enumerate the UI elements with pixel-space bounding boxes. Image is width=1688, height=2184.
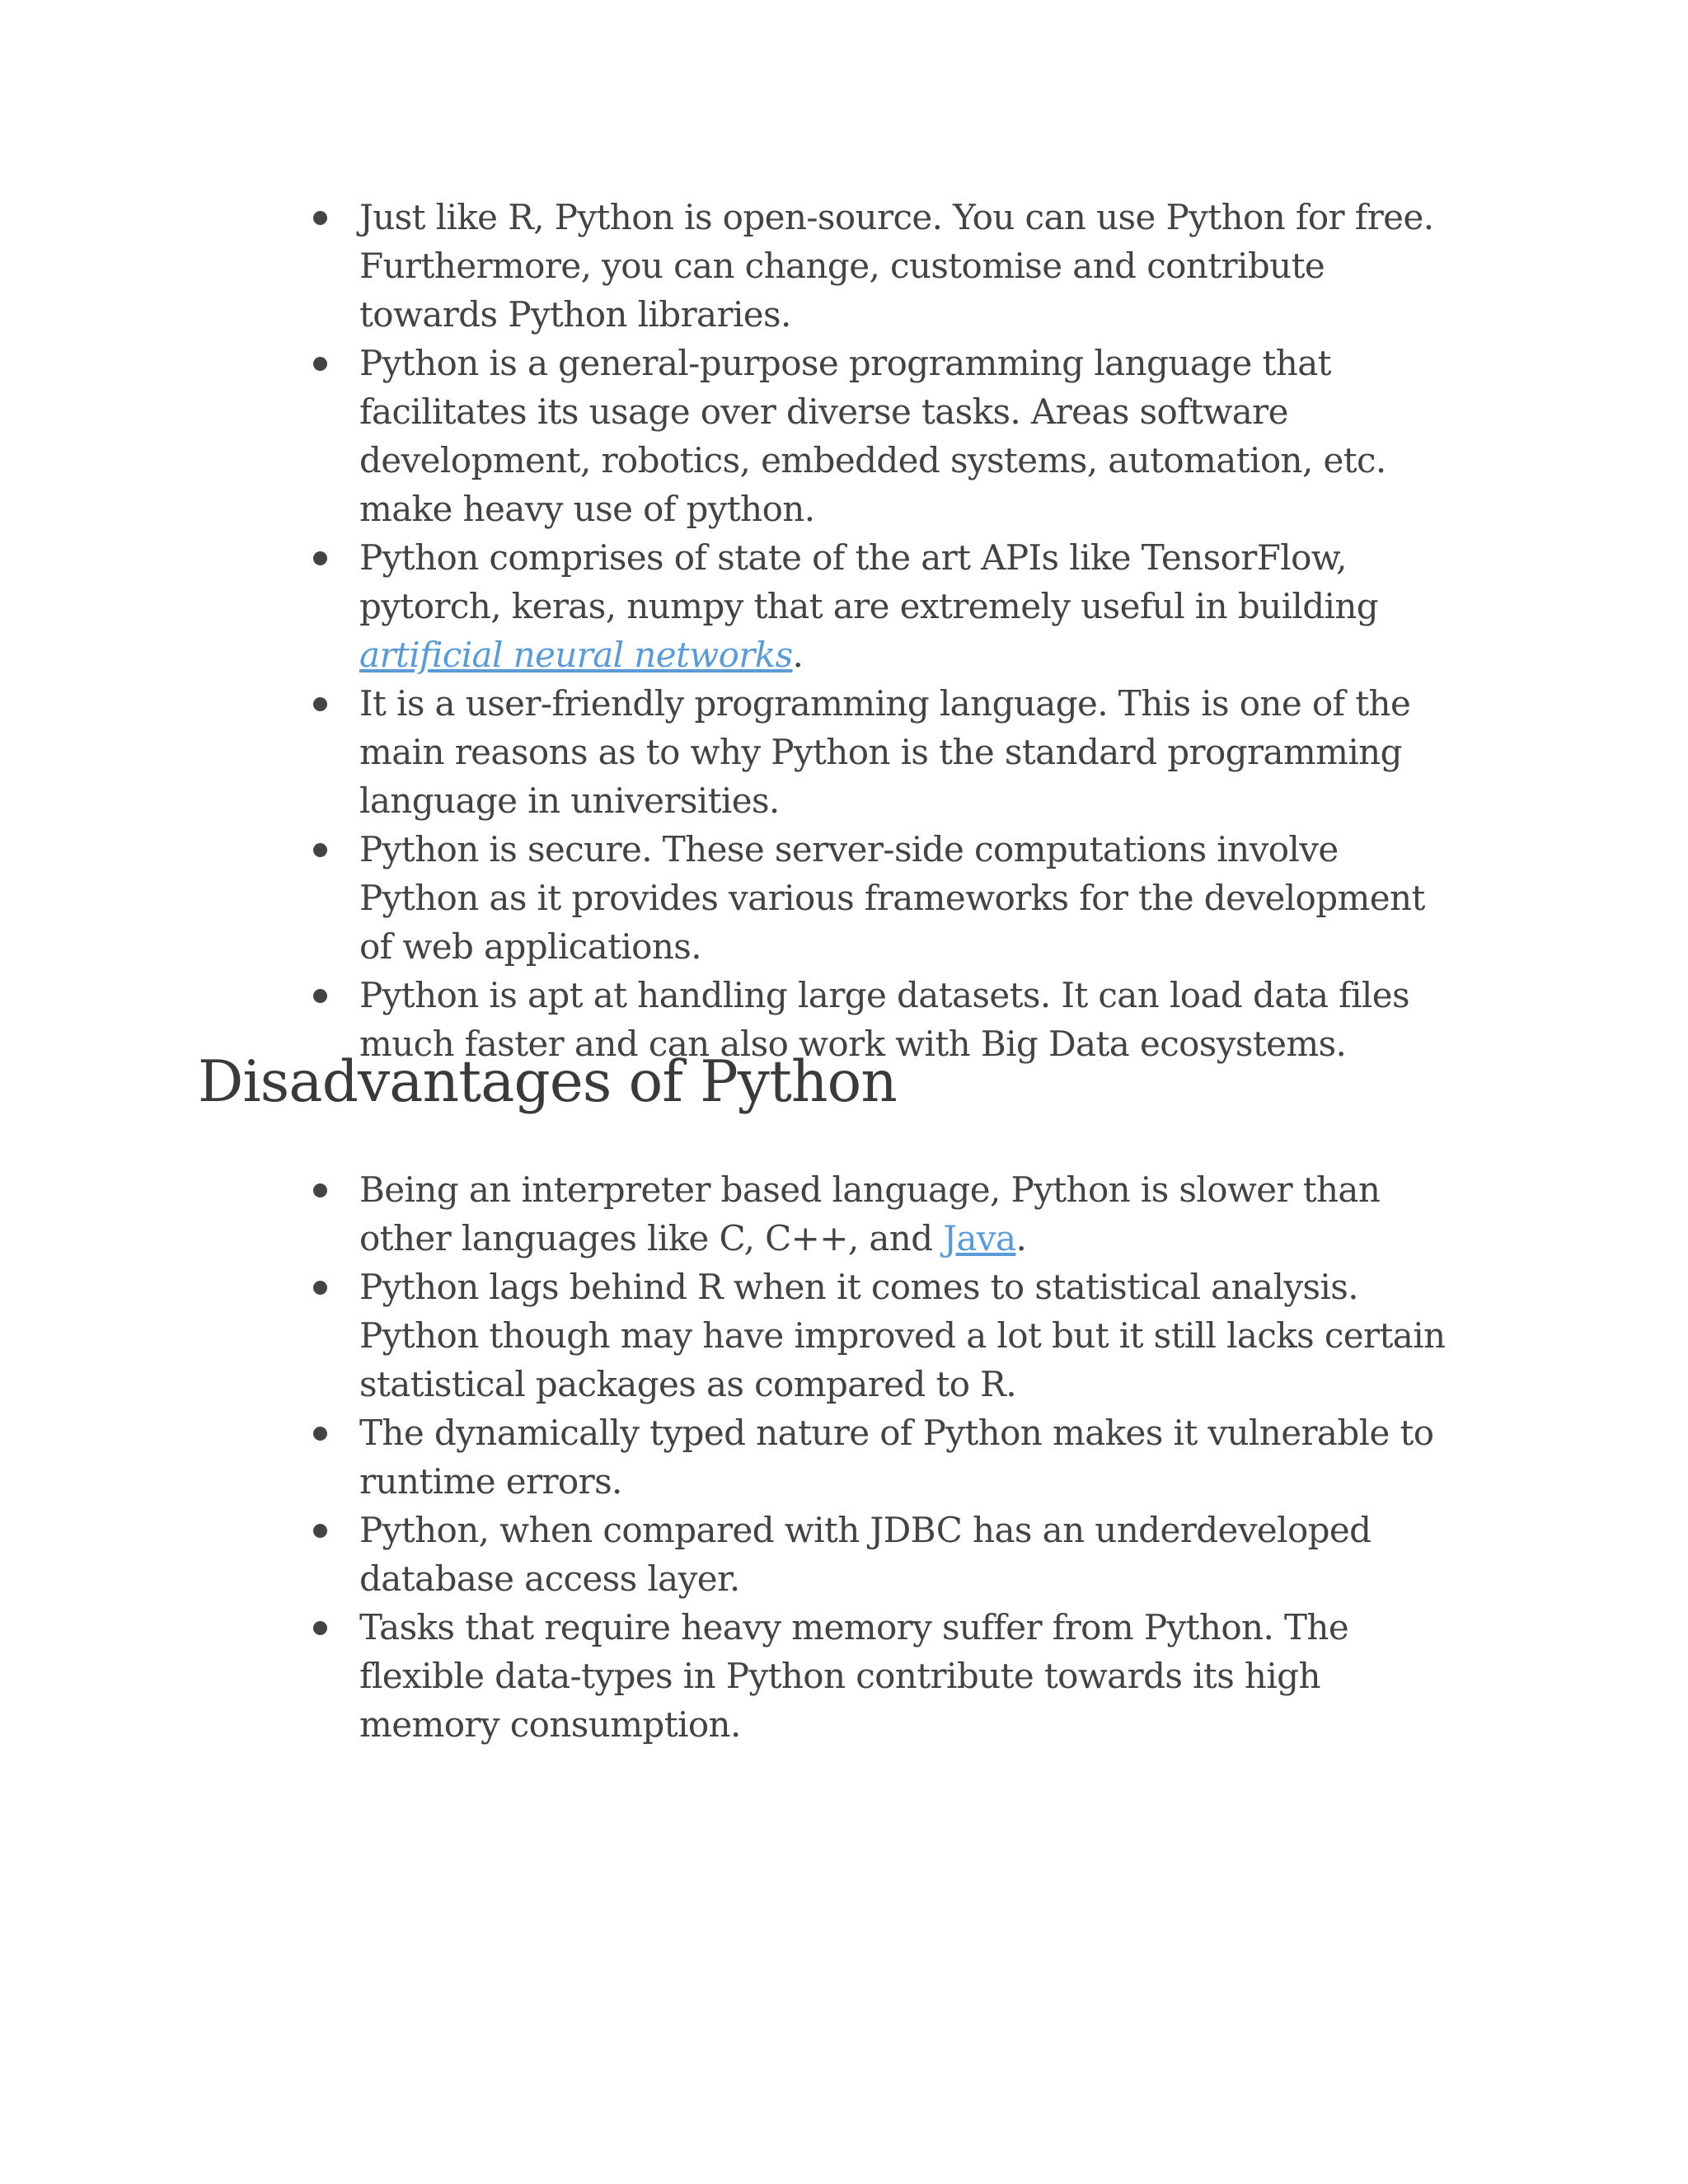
- list-item-text-end: .: [792, 635, 804, 675]
- list-item-text: The dynamically typed nature of Python makes it vulnerable to runtime errors.: [359, 1413, 1434, 1502]
- list-item: [313, 1506, 1467, 1603]
- list-item-text: Tasks that require heavy memory suffer from Python. The flexible data-types in Python contribute towards its high memory consumption.: [359, 1607, 1349, 1745]
- list-item: [313, 679, 1467, 825]
- list-item: [313, 533, 1467, 679]
- list-item: [313, 825, 1467, 971]
- bullet-icon: [313, 1621, 327, 1635]
- list-item-text: Python is apt at handling large datasets. It can load data files much faster and can also work with Big Data ecosystems.: [359, 975, 1409, 1064]
- list-item: [313, 193, 1467, 339]
- list-item-text: It is a user-friendly programming language. This is one of the main reasons as to why Python is the standard programming language in universities.: [359, 683, 1411, 821]
- list-item: [313, 1165, 1467, 1263]
- list-item: [313, 1263, 1467, 1408]
- section-heading: Disadvantages of Python: [198, 1049, 898, 1115]
- bullet-icon: [313, 357, 327, 371]
- bullet-icon: [313, 551, 327, 565]
- bullet-icon: [313, 697, 327, 711]
- list-item-text: Python comprises of state of the art APIs like TensorFlow, pytorch, keras, numpy that are extremely useful in building: [359, 537, 1379, 626]
- disadvantages-list: [313, 1165, 1467, 1749]
- advantages-list: [313, 193, 1467, 1068]
- bullet-icon: [313, 1183, 327, 1197]
- list-item-text: Python lags behind R when it comes to statistical analysis. Python though may have improved a lot but it still lacks certain statistical packages as compared to R.: [359, 1267, 1446, 1404]
- list-item: [313, 339, 1467, 533]
- list-item-text: Python is secure. These server-side computations involve Python as it provides various frameworks for the development of web applications.: [359, 829, 1425, 967]
- bullet-icon: [313, 211, 327, 225]
- java-link[interactable]: Java: [943, 1218, 1016, 1258]
- artificial-neural-networks-link[interactable]: artificial neural networks: [359, 635, 793, 675]
- list-item-text: Python, when compared with JDBC has an underdeveloped database access layer.: [359, 1510, 1372, 1599]
- list-item: [313, 1603, 1467, 1749]
- bullet-icon: [313, 1427, 327, 1441]
- bullet-icon: [313, 1281, 327, 1295]
- list-item-text-end: .: [1015, 1218, 1027, 1258]
- list-item: [313, 1408, 1467, 1506]
- list-item-text: Just like R, Python is open-source. You can use Python for free. Furthermore, you can change, customise and contribute towards Python libraries.: [359, 197, 1434, 335]
- bullet-icon: [313, 989, 327, 1003]
- bullet-icon: [313, 1524, 327, 1538]
- list-item-text: Being an interpreter based language, Python is slower than other languages like C, C++, and: [359, 1169, 1381, 1258]
- bullet-icon: [313, 843, 327, 857]
- list-item-text: Python is a general-purpose programming language that facilitates its usage over diverse tasks. Areas software development, robotics, embedded systems, automation, etc. make heavy use of python.: [359, 343, 1386, 529]
